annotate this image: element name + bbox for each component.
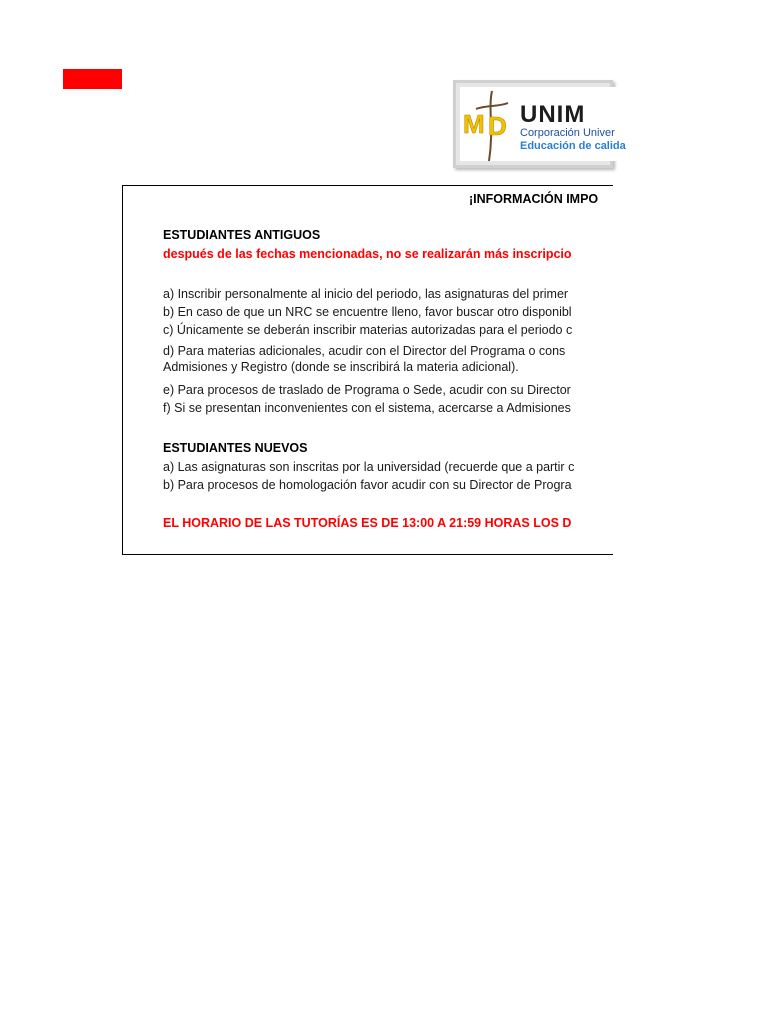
- old-students-item: c) Únicamente se deberán inscribir materias autorizadas para el periodo c: [163, 323, 573, 337]
- old-students-item: a) Inscribir personalmente al inicio del periodo, las asignaturas del primer: [163, 287, 569, 301]
- logo-panel: [460, 87, 626, 161]
- svg-text:M: M: [463, 109, 485, 139]
- logo-tagline-2: Educación de calida: [520, 140, 626, 152]
- registration-deadline-warning: después de las fechas mencionadas, no se realizarán más inscripcio: [163, 247, 572, 261]
- university-logo: [453, 80, 626, 168]
- old-students-item: b) En caso de que un NRC se encuentre lleno, favor buscar otro disponibl: [163, 305, 572, 319]
- logo-emblem-icon: [462, 89, 518, 163]
- logo-name: UNIM: [520, 101, 586, 128]
- old-students-heading: ESTUDIANTES ANTIGUOS: [163, 228, 321, 242]
- old-students-item: d) Para materias adicionales, acudir con el Director del Programa o cons: [163, 344, 566, 358]
- old-students-item: e) Para procesos de traslado de Programa o Sede, acudir con su Director: [163, 383, 571, 397]
- new-students-item: b) Para procesos de homologación favor acudir con su Director de Progra: [163, 478, 572, 492]
- info-title: ¡INFORMACIÓN IMPO: [469, 192, 599, 206]
- old-students-item: f) Si se presentan inconvenientes con el sistema, acercarse a Admisiones: [163, 401, 571, 415]
- important-info-box: [122, 185, 613, 555]
- new-students-item: a) Las asignaturas son inscritas por la universidad (recuerde que a partir c: [163, 460, 575, 474]
- new-students-heading: ESTUDIANTES NUEVOS: [163, 441, 308, 455]
- tutoring-schedule-notice: EL HORARIO DE LAS TUTORÍAS ES DE 13:00 A 21:59 HORAS LOS D: [163, 516, 572, 530]
- red-marker: [63, 69, 122, 89]
- svg-text:D: D: [488, 111, 507, 141]
- logo-tagline-1: Corporación Univer: [520, 127, 615, 139]
- old-students-item-continued: Admisiones y Registro (donde se inscribirá la materia adicional).: [163, 360, 519, 374]
